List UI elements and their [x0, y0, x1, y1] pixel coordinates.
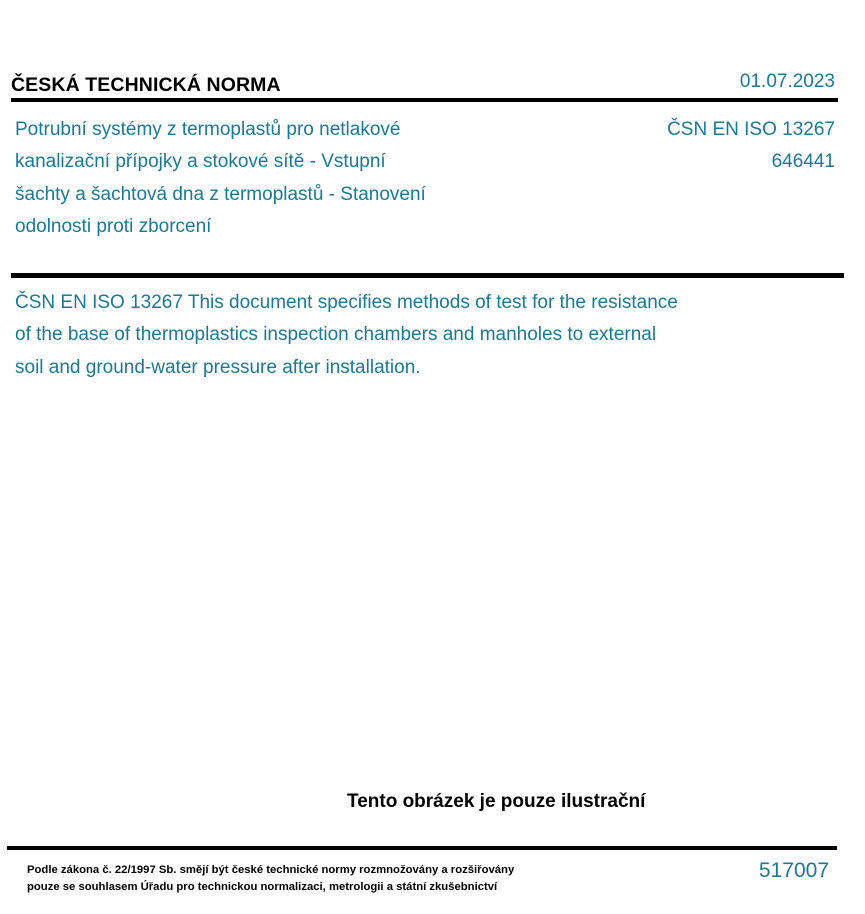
title-line: Potrubní systémy z termoplastů pro netlakové — [15, 119, 401, 140]
header-divider — [11, 98, 838, 102]
standard-type-heading: ČESKÁ TECHNICKÁ NORMA — [11, 74, 281, 96]
title-line: odolnosti proti zborcení — [15, 216, 212, 238]
footer-divider — [7, 846, 837, 850]
publication-date: 01.07.2023 — [739, 71, 835, 92]
description-line: ČSN EN ISO 13267 This document specifies methods of test for the resistance — [15, 292, 678, 313]
illustration-note: Tento obrázek je pouze ilustrační — [347, 791, 646, 812]
legal-line: Podle zákona č. 22/1997 Sb. smějí být české technické normy rozmnožovány a rozšiřovány — [27, 864, 515, 876]
standard-designation: ČSN EN ISO 13267 — [667, 119, 835, 140]
section-divider — [11, 273, 844, 278]
description-line: soil and ground-water pressure after installation. — [15, 356, 421, 378]
standard-description — [15, 287, 785, 384]
legal-line: pouze se souhlasem Úřadu pro technickou normalizaci, metrologii a státní zkušebnictví — [27, 880, 498, 893]
document-id: 517007 — [758, 859, 829, 882]
standard-codes — [667, 114, 835, 179]
description-line: of the base of thermoplastics inspection chambers and manholes to external — [15, 324, 657, 346]
title-line: kanalizační přípojky a stokové sítě - Vstupní — [15, 151, 386, 173]
legal-notice — [27, 862, 514, 895]
catalog-number: 646441 — [771, 151, 835, 173]
title-line: šachty a šachtová dna z termoplastů - Stanovení — [15, 183, 426, 205]
standard-title — [15, 114, 515, 244]
